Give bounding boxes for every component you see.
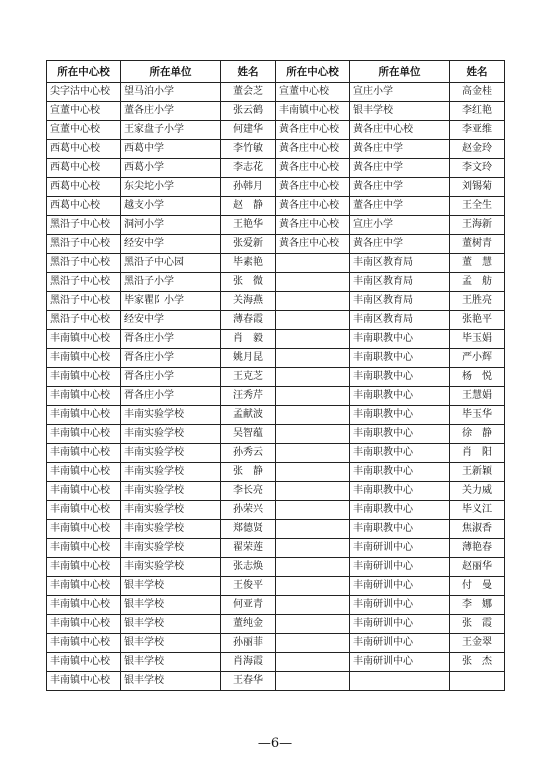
center-school-cell: 西葛中心校: [47, 178, 121, 197]
unit-cell: 黄各庄中学: [350, 140, 450, 159]
center-school-cell: 西葛中心校: [47, 197, 121, 216]
unit-cell: 银丰学校: [121, 653, 221, 672]
name-cell: 张 微: [221, 273, 276, 292]
unit-cell: 宣庄小学: [350, 83, 450, 102]
unit-cell: 丰南实验学校: [121, 463, 221, 482]
unit-cell: 黄各庄中学: [350, 235, 450, 254]
name-cell: 薄春霞: [221, 311, 276, 330]
name-cell: 薄艳春: [450, 539, 505, 558]
unit-cell: 丰南职教中心: [350, 482, 450, 501]
name-cell: 董纯金: [221, 615, 276, 634]
center-school-cell: 丰南镇中心校: [47, 539, 121, 558]
center-school-cell: [276, 425, 350, 444]
center-school-cell: 黄各庄中心校: [276, 197, 350, 216]
unit-cell: 银丰学校: [350, 102, 450, 121]
name-cell: 孟 舫: [450, 273, 505, 292]
name-cell: 董树青: [450, 235, 505, 254]
center-school-cell: 黄各庄中心校: [276, 159, 350, 178]
name-cell: 王金翠: [450, 634, 505, 653]
table-row: [47, 311, 505, 330]
unit-cell: 丰南实验学校: [121, 520, 221, 539]
header-name: 姓名: [221, 61, 276, 83]
unit-cell: 王家盘子小学: [121, 121, 221, 140]
name-cell: 毕素艳: [221, 254, 276, 273]
unit-cell: 丰南职教中心: [350, 501, 450, 520]
center-school-cell: [276, 254, 350, 273]
center-school-cell: [276, 444, 350, 463]
name-cell: 王海新: [450, 216, 505, 235]
unit-cell: 丰南职教中心: [350, 520, 450, 539]
table-row: [47, 273, 505, 292]
name-cell: 付 曼: [450, 577, 505, 596]
center-school-cell: 丰南镇中心校: [47, 444, 121, 463]
unit-cell: 丰南研训中心: [350, 596, 450, 615]
table-row: [47, 444, 505, 463]
unit-cell: 黄各庄中学: [350, 159, 450, 178]
header-center-school: 所在中心校: [276, 61, 350, 83]
center-school-cell: [276, 539, 350, 558]
name-cell: 王俊平: [221, 577, 276, 596]
name-cell: 张 霞: [450, 615, 505, 634]
name-cell: 翟荣莲: [221, 539, 276, 558]
unit-cell: 丰南职教中心: [350, 425, 450, 444]
table-row: [47, 520, 505, 539]
unit-cell: 丰南职教中心: [350, 349, 450, 368]
unit-cell: 丰南实验学校: [121, 539, 221, 558]
name-cell: 李志花: [221, 159, 276, 178]
header-name: 姓名: [450, 61, 505, 83]
name-cell: 关海燕: [221, 292, 276, 311]
center-school-cell: 黑沿子中心校: [47, 254, 121, 273]
center-school-cell: 黑沿子中心校: [47, 311, 121, 330]
unit-cell: 丰南职教中心: [350, 368, 450, 387]
unit-cell: 丰南区教育局: [350, 254, 450, 273]
unit-cell: 毕家瞿阝小学: [121, 292, 221, 311]
name-cell: 关力威: [450, 482, 505, 501]
table-row: [47, 501, 505, 520]
unit-cell: 越支小学: [121, 197, 221, 216]
unit-cell: 丰南职教中心: [350, 463, 450, 482]
unit-cell: 董各庄中学: [350, 197, 450, 216]
name-cell: 董会芝: [221, 83, 276, 102]
unit-cell: 丰南研训中心: [350, 634, 450, 653]
name-cell: 张爱新: [221, 235, 276, 254]
name-cell: 孟献波: [221, 406, 276, 425]
table-row: [47, 349, 505, 368]
name-cell: [450, 672, 505, 691]
center-school-cell: 丰南镇中心校: [47, 615, 121, 634]
unit-cell: 丰南研训中心: [350, 577, 450, 596]
unit-cell: 黑沿子小学: [121, 273, 221, 292]
name-cell: 王艳华: [221, 216, 276, 235]
unit-cell: 宣庄小学: [350, 216, 450, 235]
unit-cell: 黄各庄中学: [350, 178, 450, 197]
roster-body: [47, 83, 505, 691]
name-cell: 肖海霞: [221, 653, 276, 672]
center-school-cell: [276, 311, 350, 330]
center-school-cell: [276, 634, 350, 653]
name-cell: 张 静: [221, 463, 276, 482]
header-unit: 所在单位: [350, 61, 450, 83]
center-school-cell: [276, 558, 350, 577]
center-school-cell: 宣董中心校: [276, 83, 350, 102]
center-school-cell: 黄各庄中心校: [276, 216, 350, 235]
table-row: [47, 121, 505, 140]
unit-cell: 望马泊小学: [121, 83, 221, 102]
center-school-cell: 黄各庄中心校: [276, 178, 350, 197]
name-cell: 赵金玲: [450, 140, 505, 159]
name-cell: 肖 阳: [450, 444, 505, 463]
table-row: [47, 178, 505, 197]
name-cell: 孙丽菲: [221, 634, 276, 653]
unit-cell: 黄各庄中心校: [350, 121, 450, 140]
header-unit: 所在单位: [121, 61, 221, 83]
center-school-cell: [276, 596, 350, 615]
center-school-cell: 丰南镇中心校: [47, 558, 121, 577]
center-school-cell: 西葛中心校: [47, 140, 121, 159]
center-school-cell: [276, 520, 350, 539]
name-cell: 毕义江: [450, 501, 505, 520]
unit-cell: 丰南实验学校: [121, 406, 221, 425]
unit-cell: 丰南实验学校: [121, 558, 221, 577]
unit-cell: 丰南区教育局: [350, 292, 450, 311]
unit-cell: 胥各庄小学: [121, 330, 221, 349]
name-cell: 孙秀云: [221, 444, 276, 463]
header-row: [47, 61, 505, 83]
center-school-cell: [276, 577, 350, 596]
center-school-cell: 丰南镇中心校: [47, 577, 121, 596]
name-cell: 李亚维: [450, 121, 505, 140]
center-school-cell: 丰南镇中心校: [47, 501, 121, 520]
table-row: [47, 387, 505, 406]
unit-cell: 西葛小学: [121, 159, 221, 178]
page-number: —6—: [257, 736, 293, 751]
unit-cell: 胥各庄小学: [121, 387, 221, 406]
table-row: [47, 330, 505, 349]
name-cell: 王新颖: [450, 463, 505, 482]
unit-cell: 经安中学: [121, 235, 221, 254]
center-school-cell: [276, 672, 350, 691]
center-school-cell: 黄各庄中心校: [276, 140, 350, 159]
name-cell: 郑德贤: [221, 520, 276, 539]
unit-cell: 丰南区教育局: [350, 311, 450, 330]
unit-cell: 丰南职教中心: [350, 387, 450, 406]
center-school-cell: [276, 368, 350, 387]
unit-cell: 东尖坨小学: [121, 178, 221, 197]
unit-cell: 银丰学校: [121, 596, 221, 615]
unit-cell: 黑沿子中心园: [121, 254, 221, 273]
table-row: [47, 539, 505, 558]
unit-cell: 丰南区教育局: [350, 273, 450, 292]
unit-cell: 银丰学校: [121, 577, 221, 596]
name-cell: 徐 静: [450, 425, 505, 444]
center-school-cell: 丰南镇中心校: [47, 482, 121, 501]
unit-cell: 洞河小学: [121, 216, 221, 235]
center-school-cell: 黑沿子中心校: [47, 216, 121, 235]
center-school-cell: [276, 387, 350, 406]
center-school-cell: 丰南镇中心校: [47, 520, 121, 539]
name-cell: 赵丽华: [450, 558, 505, 577]
center-school-cell: [276, 482, 350, 501]
unit-cell: 银丰学校: [121, 672, 221, 691]
table-row: [47, 159, 505, 178]
table-row: [47, 634, 505, 653]
center-school-cell: 黄各庄中心校: [276, 121, 350, 140]
name-cell: 张志焕: [221, 558, 276, 577]
unit-cell: 丰南实验学校: [121, 444, 221, 463]
center-school-cell: [276, 653, 350, 672]
table-row: [47, 406, 505, 425]
center-school-cell: 丰南镇中心校: [47, 368, 121, 387]
name-cell: 孙韩月: [221, 178, 276, 197]
unit-cell: 丰南实验学校: [121, 482, 221, 501]
table-row: [47, 558, 505, 577]
unit-cell: 丰南研训中心: [350, 615, 450, 634]
name-cell: 何亚青: [221, 596, 276, 615]
unit-cell: 胥各庄小学: [121, 368, 221, 387]
unit-cell: 丰南研训中心: [350, 558, 450, 577]
center-school-cell: 黑沿子中心校: [47, 235, 121, 254]
header-center-school: 所在中心校: [47, 61, 121, 83]
table-row: [47, 596, 505, 615]
center-school-cell: [276, 273, 350, 292]
roster-table: [46, 60, 505, 691]
unit-cell: [350, 672, 450, 691]
center-school-cell: 尖字沽中心校: [47, 83, 121, 102]
unit-cell: 胥各庄小学: [121, 349, 221, 368]
name-cell: 高金桂: [450, 83, 505, 102]
table-row: [47, 216, 505, 235]
center-school-cell: [276, 292, 350, 311]
center-school-cell: 丰南镇中心校: [47, 653, 121, 672]
unit-cell: 银丰学校: [121, 615, 221, 634]
center-school-cell: [276, 615, 350, 634]
name-cell: 董 慧: [450, 254, 505, 273]
center-school-cell: 黄各庄中心校: [276, 235, 350, 254]
table-row: [47, 577, 505, 596]
center-school-cell: 丰南镇中心校: [47, 330, 121, 349]
name-cell: 王慧娟: [450, 387, 505, 406]
name-cell: 王胜亮: [450, 292, 505, 311]
name-cell: 张 杰: [450, 653, 505, 672]
center-school-cell: 宣董中心校: [47, 121, 121, 140]
name-cell: 吴智蕴: [221, 425, 276, 444]
center-school-cell: [276, 501, 350, 520]
name-cell: 汪秀芹: [221, 387, 276, 406]
table-row: [47, 653, 505, 672]
center-school-cell: 丰南镇中心校: [47, 672, 121, 691]
name-cell: 严小辉: [450, 349, 505, 368]
unit-cell: 丰南实验学校: [121, 501, 221, 520]
name-cell: 王春华: [221, 672, 276, 691]
name-cell: 毕玉娟: [450, 330, 505, 349]
table-row: [47, 463, 505, 482]
table-row: [47, 235, 505, 254]
center-school-cell: 丰南镇中心校: [47, 387, 121, 406]
unit-cell: 西葛中学: [121, 140, 221, 159]
center-school-cell: 丰南镇中心校: [47, 463, 121, 482]
unit-cell: 银丰学校: [121, 634, 221, 653]
unit-cell: 丰南实验学校: [121, 425, 221, 444]
center-school-cell: 黑沿子中心校: [47, 273, 121, 292]
center-school-cell: 丰南镇中心校: [47, 634, 121, 653]
table-row: [47, 672, 505, 691]
center-school-cell: 丰南镇中心校: [47, 425, 121, 444]
center-school-cell: 西葛中心校: [47, 159, 121, 178]
table-row: [47, 482, 505, 501]
unit-cell: 丰南职教中心: [350, 330, 450, 349]
table-row: [47, 102, 505, 121]
name-cell: 张艳平: [450, 311, 505, 330]
center-school-cell: 丰南镇中心校: [47, 406, 121, 425]
table-row: [47, 140, 505, 159]
name-cell: 姚月昆: [221, 349, 276, 368]
center-school-cell: [276, 349, 350, 368]
name-cell: 王克芝: [221, 368, 276, 387]
unit-cell: 董各庄小学: [121, 102, 221, 121]
name-cell: 毕玉华: [450, 406, 505, 425]
name-cell: 李竹敏: [221, 140, 276, 159]
unit-cell: 丰南研训中心: [350, 653, 450, 672]
name-cell: 焦淑香: [450, 520, 505, 539]
name-cell: 李文玲: [450, 159, 505, 178]
unit-cell: 丰南研训中心: [350, 539, 450, 558]
table-row: [47, 254, 505, 273]
center-school-cell: [276, 463, 350, 482]
table-row: [47, 197, 505, 216]
center-school-cell: [276, 406, 350, 425]
name-cell: 王全生: [450, 197, 505, 216]
name-cell: 杨 悦: [450, 368, 505, 387]
unit-cell: 丰南职教中心: [350, 444, 450, 463]
table-row: [47, 292, 505, 311]
name-cell: 李长亮: [221, 482, 276, 501]
center-school-cell: [276, 330, 350, 349]
name-cell: 刘锡菊: [450, 178, 505, 197]
center-school-cell: 丰南镇中心校: [47, 349, 121, 368]
name-cell: 赵 静: [221, 197, 276, 216]
table-row: [47, 425, 505, 444]
name-cell: 何建华: [221, 121, 276, 140]
name-cell: 肖 毅: [221, 330, 276, 349]
unit-cell: 经安中学: [121, 311, 221, 330]
unit-cell: 丰南职教中心: [350, 406, 450, 425]
center-school-cell: 丰南镇中心校: [276, 102, 350, 121]
center-school-cell: 黑沿子中心校: [47, 292, 121, 311]
name-cell: 李 娜: [450, 596, 505, 615]
name-cell: 张云鹤: [221, 102, 276, 121]
center-school-cell: 宣董中心校: [47, 102, 121, 121]
center-school-cell: 丰南镇中心校: [47, 596, 121, 615]
name-cell: 孙荣兴: [221, 501, 276, 520]
name-cell: 李红艳: [450, 102, 505, 121]
table-row: [47, 83, 505, 102]
table-row: [47, 368, 505, 387]
table-row: [47, 615, 505, 634]
